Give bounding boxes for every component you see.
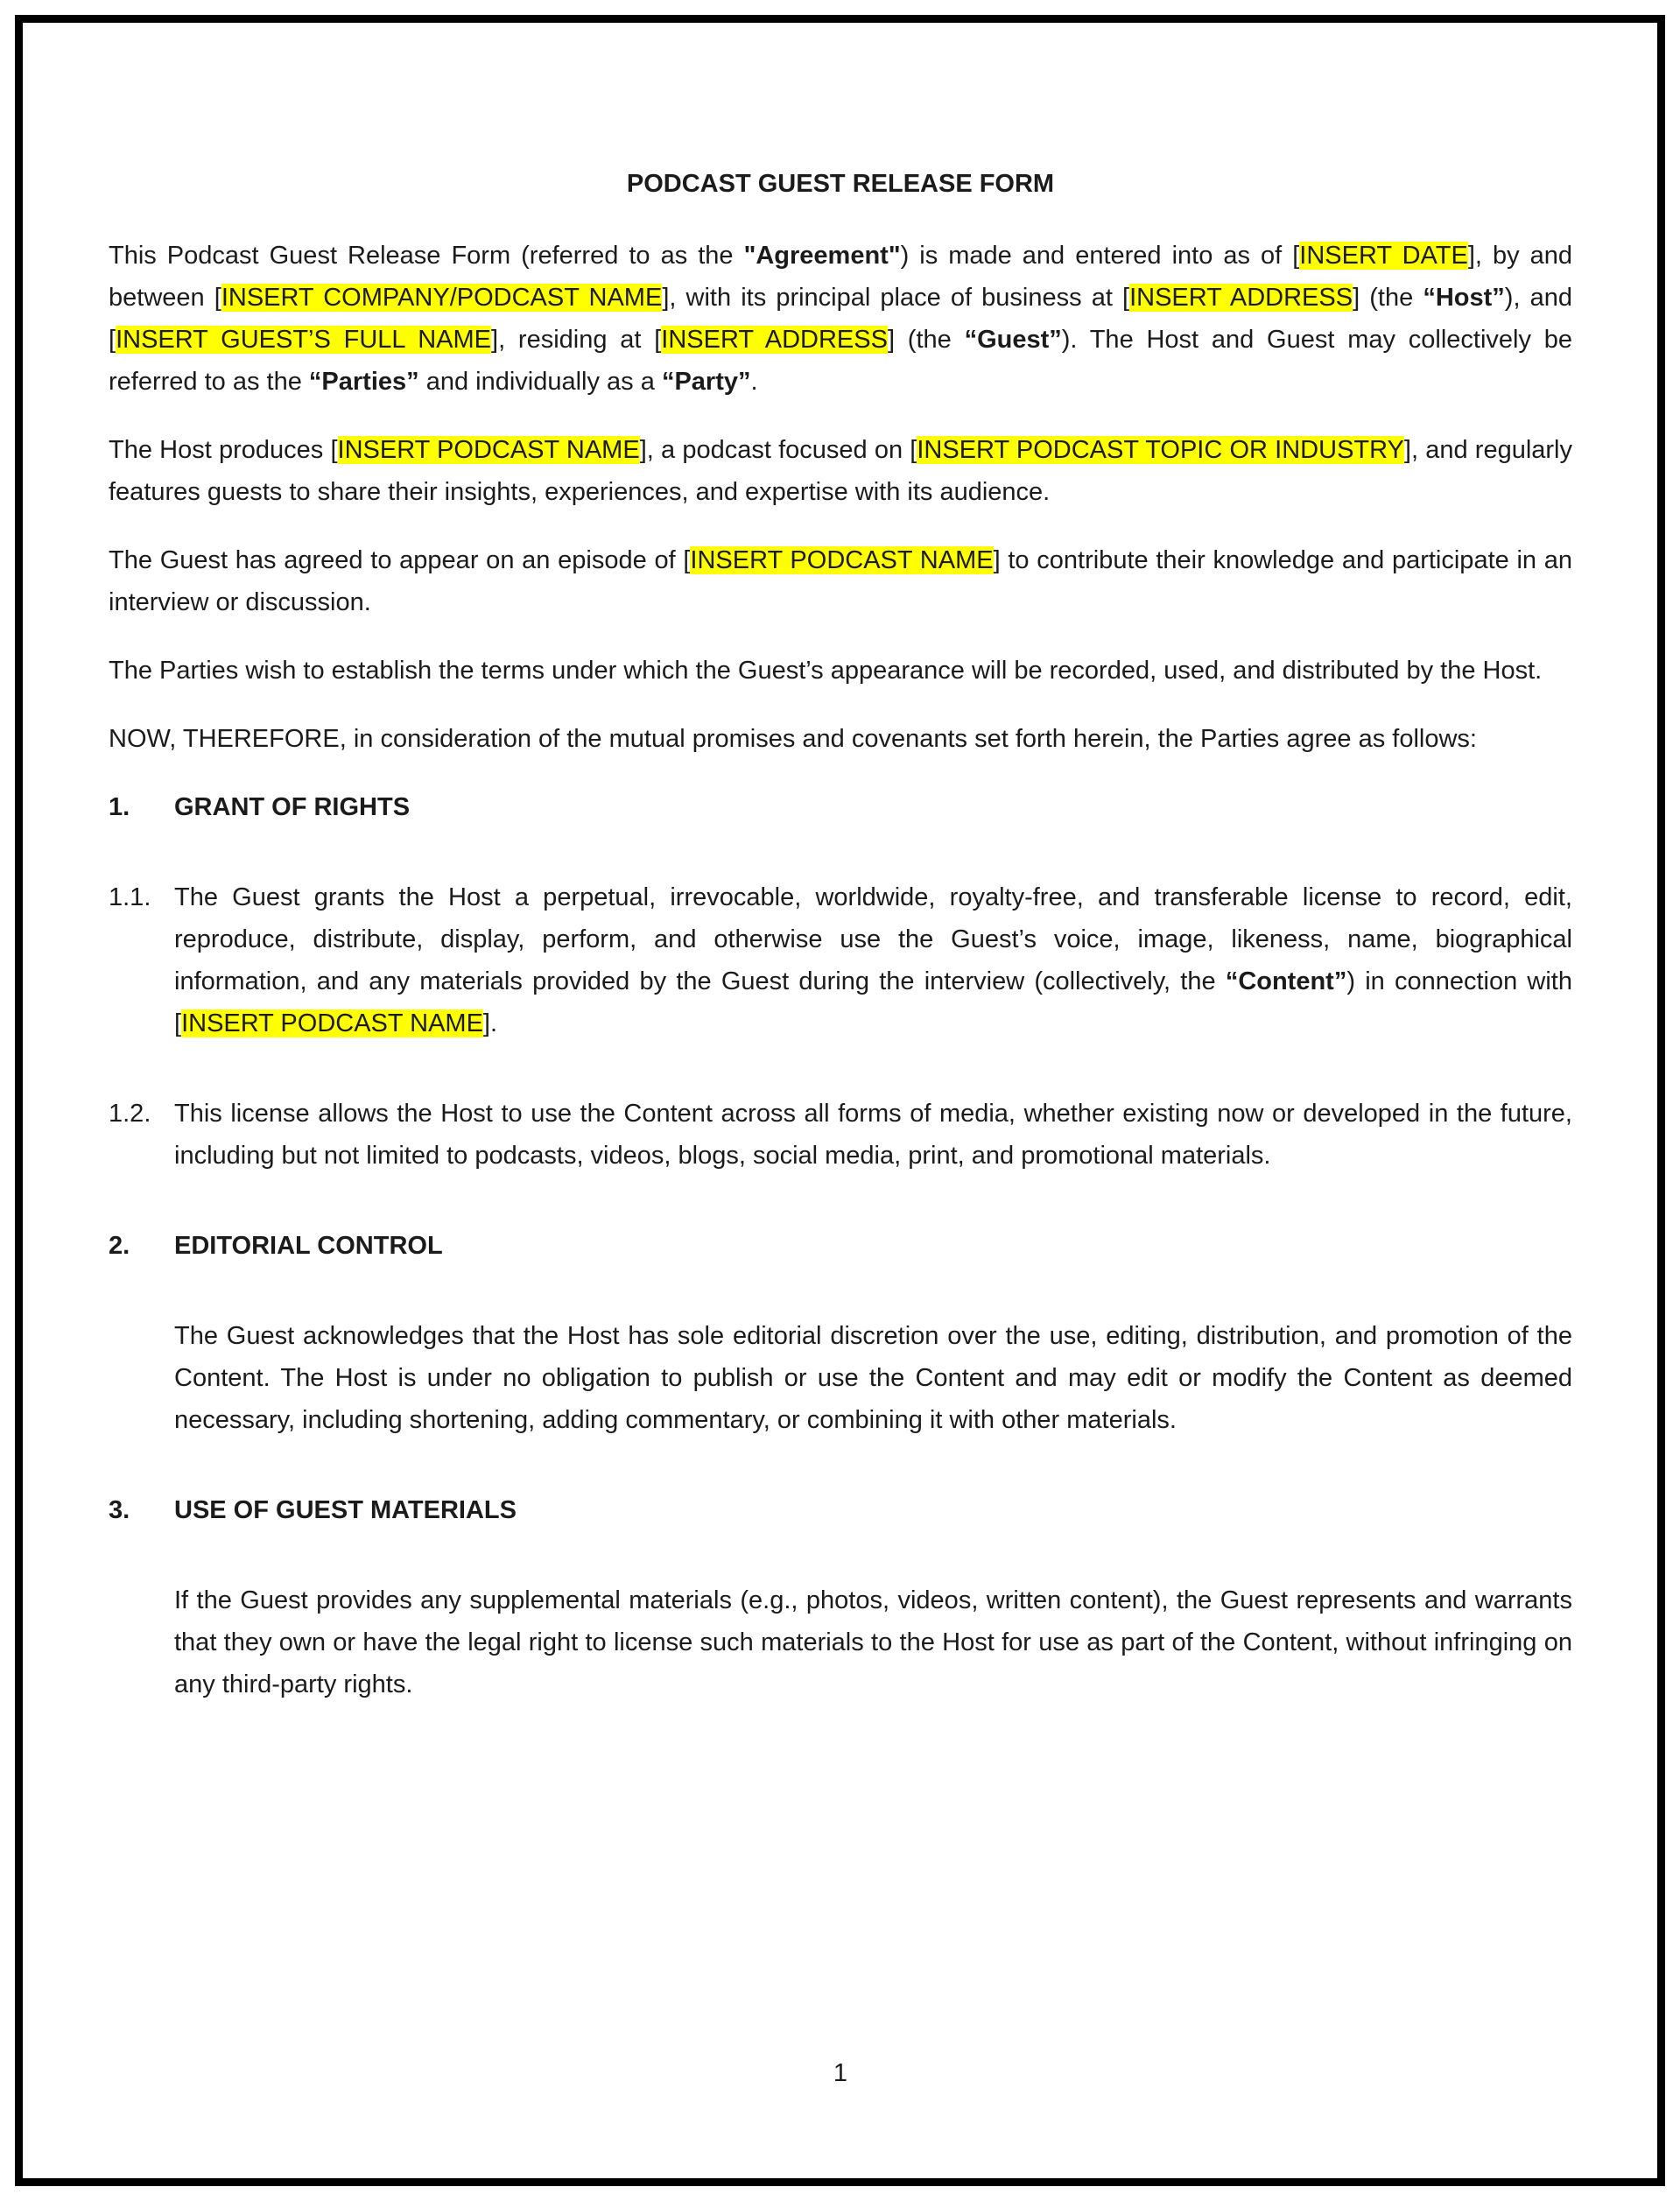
highlight-placeholder: INSERT PODCAST TOPIC OR INDUSTRY	[917, 436, 1404, 464]
text-segment: ], and regularly features guests to share their insights, experiences, and expertise with its audience.	[109, 436, 1572, 506]
text-segment: ], residing at [	[491, 326, 662, 354]
highlight-placeholder: INSERT ADDRESS	[1129, 284, 1353, 312]
text-segment: The Parties wish to establish the terms under which the Guest’s appearance will be recorded, used, and distributed by the Host.	[109, 657, 1543, 685]
clause-number: 1.2.	[109, 1100, 151, 1128]
page-border-frame	[15, 15, 1665, 2186]
section-number: 2.	[109, 1232, 130, 1260]
page-number: 1	[833, 2059, 848, 2087]
text-segment: “Parties”	[308, 368, 419, 396]
intro-paragraph-3	[109, 539, 1572, 623]
text-segment: ] to contribute their knowledge and participate in an interview or discussion.	[109, 546, 1573, 616]
text-segment: ], by and between [	[109, 242, 1572, 312]
section-1-heading	[109, 786, 1572, 828]
text-segment: ] (the	[887, 326, 965, 354]
text-segment: “Guest”	[964, 326, 1062, 354]
intro-paragraph-2	[109, 429, 1572, 513]
text-segment: ) in connection with [	[174, 967, 1572, 1037]
clause-text	[174, 1093, 1572, 1177]
text-segment: ], with its principal place of business at [	[662, 284, 1130, 312]
highlight-placeholder: INSERT PODCAST NAME	[181, 1009, 483, 1037]
text-segment: The Host produces [	[109, 436, 338, 464]
section-2-body	[174, 1315, 1572, 1441]
clause-1-1	[109, 876, 1572, 1044]
highlight-placeholder: INSERT PODCAST NAME	[690, 546, 994, 574]
highlight-placeholder: INSERT DATE	[1299, 242, 1468, 270]
text-segment: The Guest grants the Host a perpetual, irrevocable, worldwide, royalty-free, and transferable license to record, edit, reproduce, distribute, display, perform, and otherwise use the Guest’s voice, image, likeness, name, biographical information, and any materials provided by the Guest during the interview (collectively, the	[174, 883, 1572, 995]
text-segment: ). The Host and Guest may collectively be referred to as the	[109, 326, 1573, 396]
highlight-placeholder: INSERT PODCAST NAME	[337, 436, 640, 464]
text-segment: “Party”	[661, 368, 751, 396]
text-segment: This license allows the Host to use the Content across all forms of media, whether existing now or developed in the future, including but not limited to podcasts, videos, blogs, social media, print, and promotional materials.	[174, 1100, 1572, 1170]
text-segment: This Podcast Guest Release Form (referred to as the	[109, 242, 744, 270]
text-segment: If the Guest provides any supplemental materials (e.g., photos, videos, written content), the Guest represents and warrants that they own or have the legal right to license such materials to the Host for use as part of the Content, without infringing on any third-party rights.	[174, 1586, 1572, 1698]
section-heading-label: GRANT OF RIGHTS	[174, 793, 411, 821]
text-segment: The Guest acknowledges that the Host has sole editorial discretion over the use, editing, distribution, and promotion of the Content. The Host is under no obligation to publish or use the Content and may edit or modify the Content as deemed necessary, including shortening, adding commentary, or combining it with other materials.	[174, 1322, 1572, 1434]
section-2-heading	[109, 1225, 1572, 1267]
section-3-heading	[109, 1489, 1572, 1531]
text-segment: ].	[482, 1009, 498, 1037]
section-heading-label: USE OF GUEST MATERIALS	[174, 1496, 517, 1524]
text-segment: "Agreement"	[743, 242, 901, 270]
highlight-placeholder: INSERT ADDRESS	[661, 326, 888, 354]
section-number: 3.	[109, 1496, 130, 1524]
text-segment: ], a podcast focused on [	[639, 436, 917, 464]
highlight-placeholder: INSERT GUEST’S FULL NAME	[116, 326, 492, 354]
section-3-body	[174, 1579, 1572, 1705]
document-blocks	[109, 235, 1572, 1705]
document-content	[109, 163, 1572, 1754]
text-segment: “Host”	[1423, 284, 1505, 312]
intro-paragraph-4	[109, 650, 1572, 692]
document-title: PODCAST GUEST RELEASE FORM	[626, 170, 1055, 198]
text-segment: ) is made and entered into as of [	[900, 242, 1300, 270]
clause-number: 1.1.	[109, 883, 151, 911]
text-segment: ), and [	[109, 284, 1573, 354]
text-segment: ] (the	[1353, 284, 1423, 312]
highlight-placeholder: INSERT COMPANY/PODCAST NAME	[221, 284, 663, 312]
text-segment: “Content”	[1225, 967, 1347, 995]
clause-1-2	[109, 1093, 1572, 1177]
text-segment: The Guest has agreed to appear on an episode of [	[109, 546, 691, 574]
intro-paragraph-5	[109, 718, 1572, 760]
clause-text	[174, 876, 1572, 1044]
text-segment: NOW, THEREFORE, in consideration of the mutual promises and covenants set forth herein, the Parties agree as follows:	[109, 725, 1477, 753]
section-heading-label: EDITORIAL CONTROL	[174, 1232, 443, 1260]
text-segment: .	[750, 368, 758, 396]
text-segment: and individually as a	[418, 368, 662, 396]
intro-paragraph-1	[109, 235, 1572, 403]
section-number: 1.	[109, 793, 130, 821]
